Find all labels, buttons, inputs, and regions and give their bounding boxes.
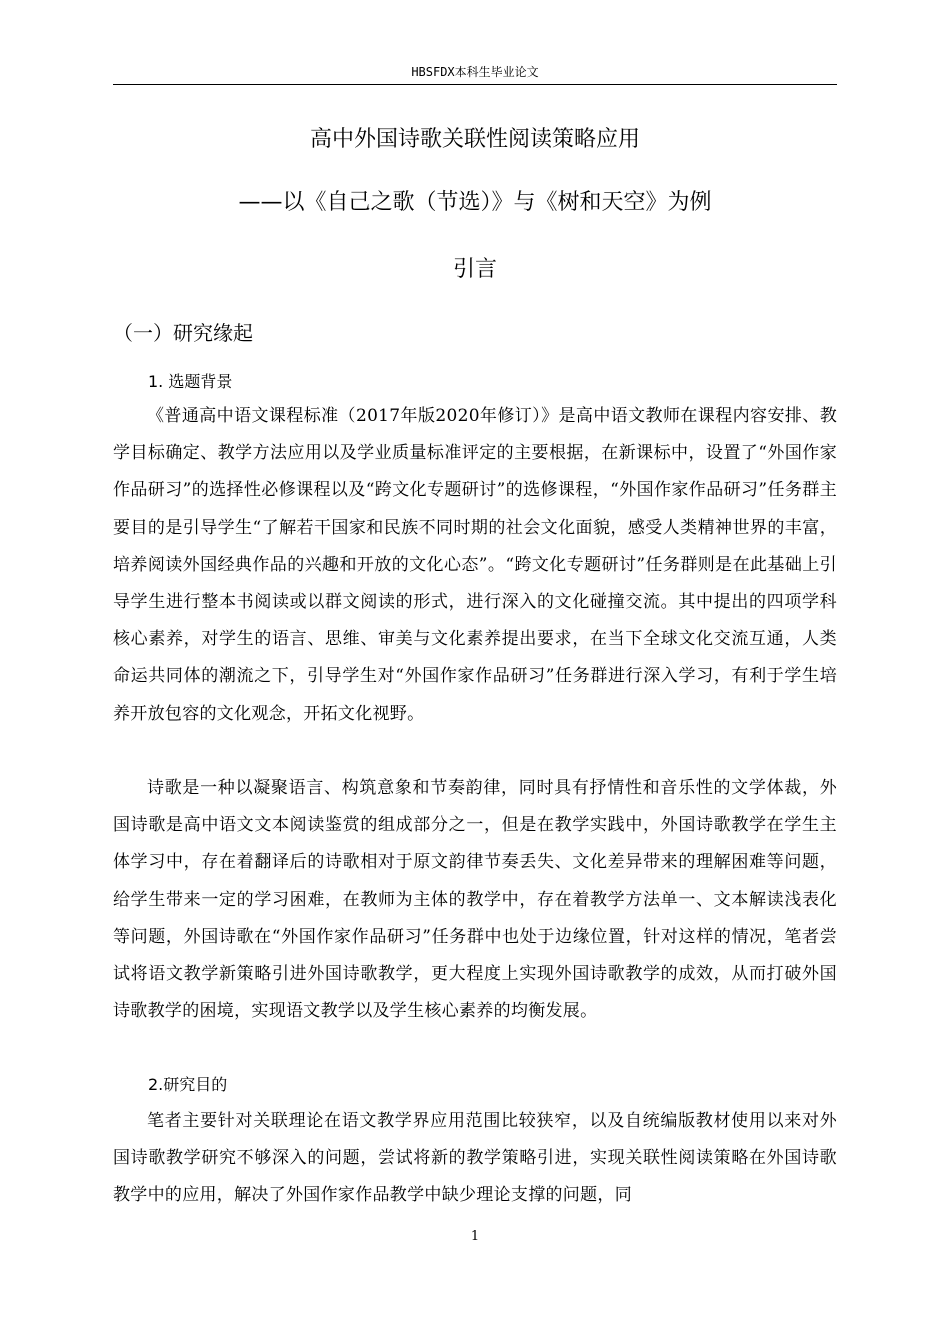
section-heading: （一）研究缘起 (113, 321, 253, 345)
paper-title: 高中外国诗歌关联性阅读策略应用 (309, 127, 640, 152)
intro-heading: 引言 (452, 257, 497, 282)
running-header: HBSFDX本科生毕业论文 (113, 64, 837, 85)
body-paragraph: 《普通高中语文课程标准（2017年版2020年修订）》是高中语文教师在课程内容安排、教学目标确定、教学方法应用以及学业质量标准评定的主要根据，在新课标中，设置了“外国作家作品研习”的选择性必修课程以及“跨文化专题研讨”的选修课程，“外国作家作品研习”任务群主要目的是引导学生“了解若干国家和民族不同时期的社会文化面貌，感受人类精神世界的丰富，培养阅读外国经典作品的兴趣和开放的文化心态”。“跨文化专题研讨”任务群则是在此基础上引导学生进行整本书阅读或以群文阅读的形式，进行深入的文化碰撞交流。其中提出的四项学科核心素养，对学生的语言、思维、审美与文化素养提出要求，在当下全球文化交流互通，人类命运共同体的潮流之下，引导学生对“外国作家作品研习”任务群进行深入学习，有利于学生培养开放包容的文化观念，开拓文化视野。 (113, 406, 837, 724)
body-paragraph: 诗歌是一种以凝聚语言、构筑意象和节奏韵律，同时具有抒情性和音乐性的文学体裁，外国诗歌是高中语文文本阅读鉴赏的组成部分之一，但是在教学实践中，外国诗歌教学在学生主体学习中，存在着翻译后的诗歌相对于原文韵律节奏丢失、文化差异带来的理解困难等问题，给学生带来一定的学习困难，在教师为主体的教学中，存在着教学方法单一、文本解读浅表化等问题，外国诗歌在“外国作家作品研习”任务群中也处于边缘位置，针对这样的情况，笔者尝试将语文教学新策略引进外国诗歌教学，更大程度上实现外国诗歌教学的成效，从而打破外国诗歌教学的困境，实现语文教学以及学生核心素养的均衡发展。 (113, 778, 837, 1022)
subsection-heading-purpose: 2.研究目的 (148, 1075, 228, 1094)
page-number: 1 (470, 1229, 480, 1244)
paper-subtitle: ——以《自己之歌（节选）》与《树和天空》为例 (238, 190, 712, 215)
subsection-heading-background: 1. 选题背景 (148, 372, 233, 391)
body-paragraph: 笔者主要针对关联理论在语文教学界应用范围比较狭窄，以及自统编版教材使用以来对外国诗歌教学研究不够深入的问题，尝试将新的教学策略引进，实现关联性阅读策略在外国诗歌教学中的应用，解决了外国作家作品教学中缺少理论支撑的问题，同 (113, 1111, 837, 1206)
